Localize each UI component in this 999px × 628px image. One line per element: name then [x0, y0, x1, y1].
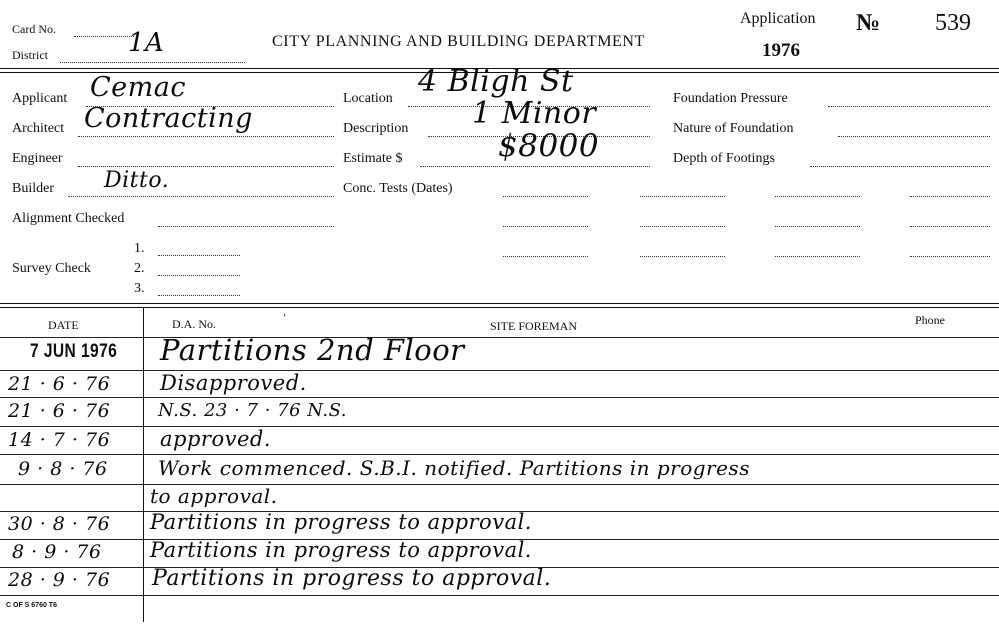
- applicant-value: Cemac: [90, 72, 186, 103]
- log-entry: Disapproved.: [160, 371, 307, 395]
- conc-test-line: [775, 226, 860, 227]
- log-date: 21 · 6 · 76: [8, 400, 111, 422]
- conc-test-line: [640, 196, 725, 197]
- header-da-no: D.A. No.: [172, 317, 216, 331]
- table-row-rule: [0, 426, 999, 427]
- survey-item-3: 3.: [134, 281, 145, 296]
- estimate-value: $8000: [498, 128, 600, 164]
- district-value: 1A: [128, 28, 165, 58]
- header-phone: Phone: [915, 313, 945, 327]
- conc-test-line: [910, 226, 990, 227]
- log-entry: Partitions in progress to approval.: [150, 538, 532, 562]
- engineer-label: Engineer: [12, 151, 63, 166]
- alignment-label: Alignment Checked: [12, 211, 125, 226]
- engineer-line: [78, 166, 334, 167]
- estimate-label: Estimate $: [343, 151, 403, 166]
- nature-foundation-label: Nature of Foundation: [673, 121, 794, 136]
- header-site-foreman: SITE FOREMAN: [490, 319, 578, 333]
- description-value: 1 Minor: [472, 96, 597, 131]
- da-no-tick: ˈ: [282, 312, 288, 329]
- conc-test-line: [640, 226, 725, 227]
- log-date: 9 · 8 · 76: [18, 458, 108, 480]
- conc-test-line: [503, 256, 588, 257]
- card-no-label: Card No.: [12, 22, 56, 36]
- table-top-rule-2: [0, 307, 999, 308]
- application-label: Application: [740, 10, 816, 27]
- description-label: Description: [343, 121, 409, 136]
- log-date: 7 JUN 1976: [30, 341, 118, 362]
- architect-value: Contracting: [84, 103, 253, 134]
- location-value: 4 Bligh St: [418, 64, 574, 99]
- architect-label: Architect: [12, 121, 65, 136]
- log-date: 28 · 9 · 76: [8, 569, 111, 591]
- foundation-pressure-label: Foundation Pressure: [673, 91, 788, 106]
- conc-test-line: [503, 226, 588, 227]
- builder-value: Ditto.: [104, 168, 170, 193]
- log-entry: Work commenced. S.B.I. notified. Partitions in progress: [158, 456, 750, 480]
- log-date: 21 · 6 · 76: [8, 373, 111, 395]
- survey-item-1: 1.: [134, 241, 145, 256]
- log-entry: to approval.: [150, 484, 278, 508]
- survey-item-2: 2.: [134, 261, 145, 276]
- log-entry: Partitions in progress to approval.: [152, 566, 552, 591]
- log-entry: N.S. 23 · 7 · 76 N.S.: [158, 400, 347, 421]
- date-column-divider: [143, 307, 144, 622]
- builder-line: [68, 196, 334, 197]
- number-label: №: [856, 10, 881, 36]
- alignment-line: [158, 226, 334, 227]
- district-label: District: [12, 48, 48, 62]
- header-date: DATE: [48, 318, 79, 332]
- conc-test-line: [775, 256, 860, 257]
- table-row-rule: [0, 595, 999, 596]
- table-top-rule-1: [0, 303, 999, 304]
- survey-line-3: [158, 295, 240, 296]
- architect-line: [78, 136, 334, 137]
- district-line: [60, 62, 245, 63]
- conc-test-line: [640, 256, 725, 257]
- log-entry: approved.: [160, 427, 271, 451]
- application-year: 1976: [762, 40, 800, 61]
- depth-footings-line: [810, 166, 990, 167]
- log-date: 8 · 9 · 76: [12, 541, 102, 563]
- builder-label: Builder: [12, 181, 54, 196]
- survey-line-1: [158, 255, 240, 256]
- conc-test-line: [503, 196, 588, 197]
- foundation-pressure-line: [828, 106, 990, 107]
- log-entry: Partitions in progress to approval.: [150, 510, 532, 534]
- log-entry: Partitions 2nd Floor: [160, 333, 465, 367]
- log-date: 30 · 8 · 76: [8, 513, 111, 535]
- table-header-rule: [0, 337, 999, 338]
- conc-test-line: [910, 256, 990, 257]
- nature-foundation-line: [838, 136, 990, 137]
- table-row-rule: [0, 370, 999, 371]
- depth-footings-label: Depth of Footings: [673, 151, 775, 166]
- application-number: 539: [935, 10, 971, 36]
- card-no-line: [74, 36, 134, 37]
- department-title: CITY PLANNING AND BUILDING DEPARTMENT: [272, 33, 645, 50]
- survey-line-2: [158, 275, 240, 276]
- conc-test-line: [775, 196, 860, 197]
- table-row-rule: [0, 397, 999, 398]
- log-date: 14 · 7 · 76: [8, 429, 111, 451]
- conc-tests-label: Conc. Tests (Dates): [343, 181, 453, 196]
- location-label: Location: [343, 91, 393, 106]
- survey-label: Survey Check: [12, 261, 91, 276]
- estimate-line: [420, 166, 650, 167]
- table-row-rule: [0, 454, 999, 455]
- form-code: C OF S 6760 T6: [6, 602, 57, 609]
- applicant-label: Applicant: [12, 91, 68, 106]
- conc-test-line: [910, 196, 990, 197]
